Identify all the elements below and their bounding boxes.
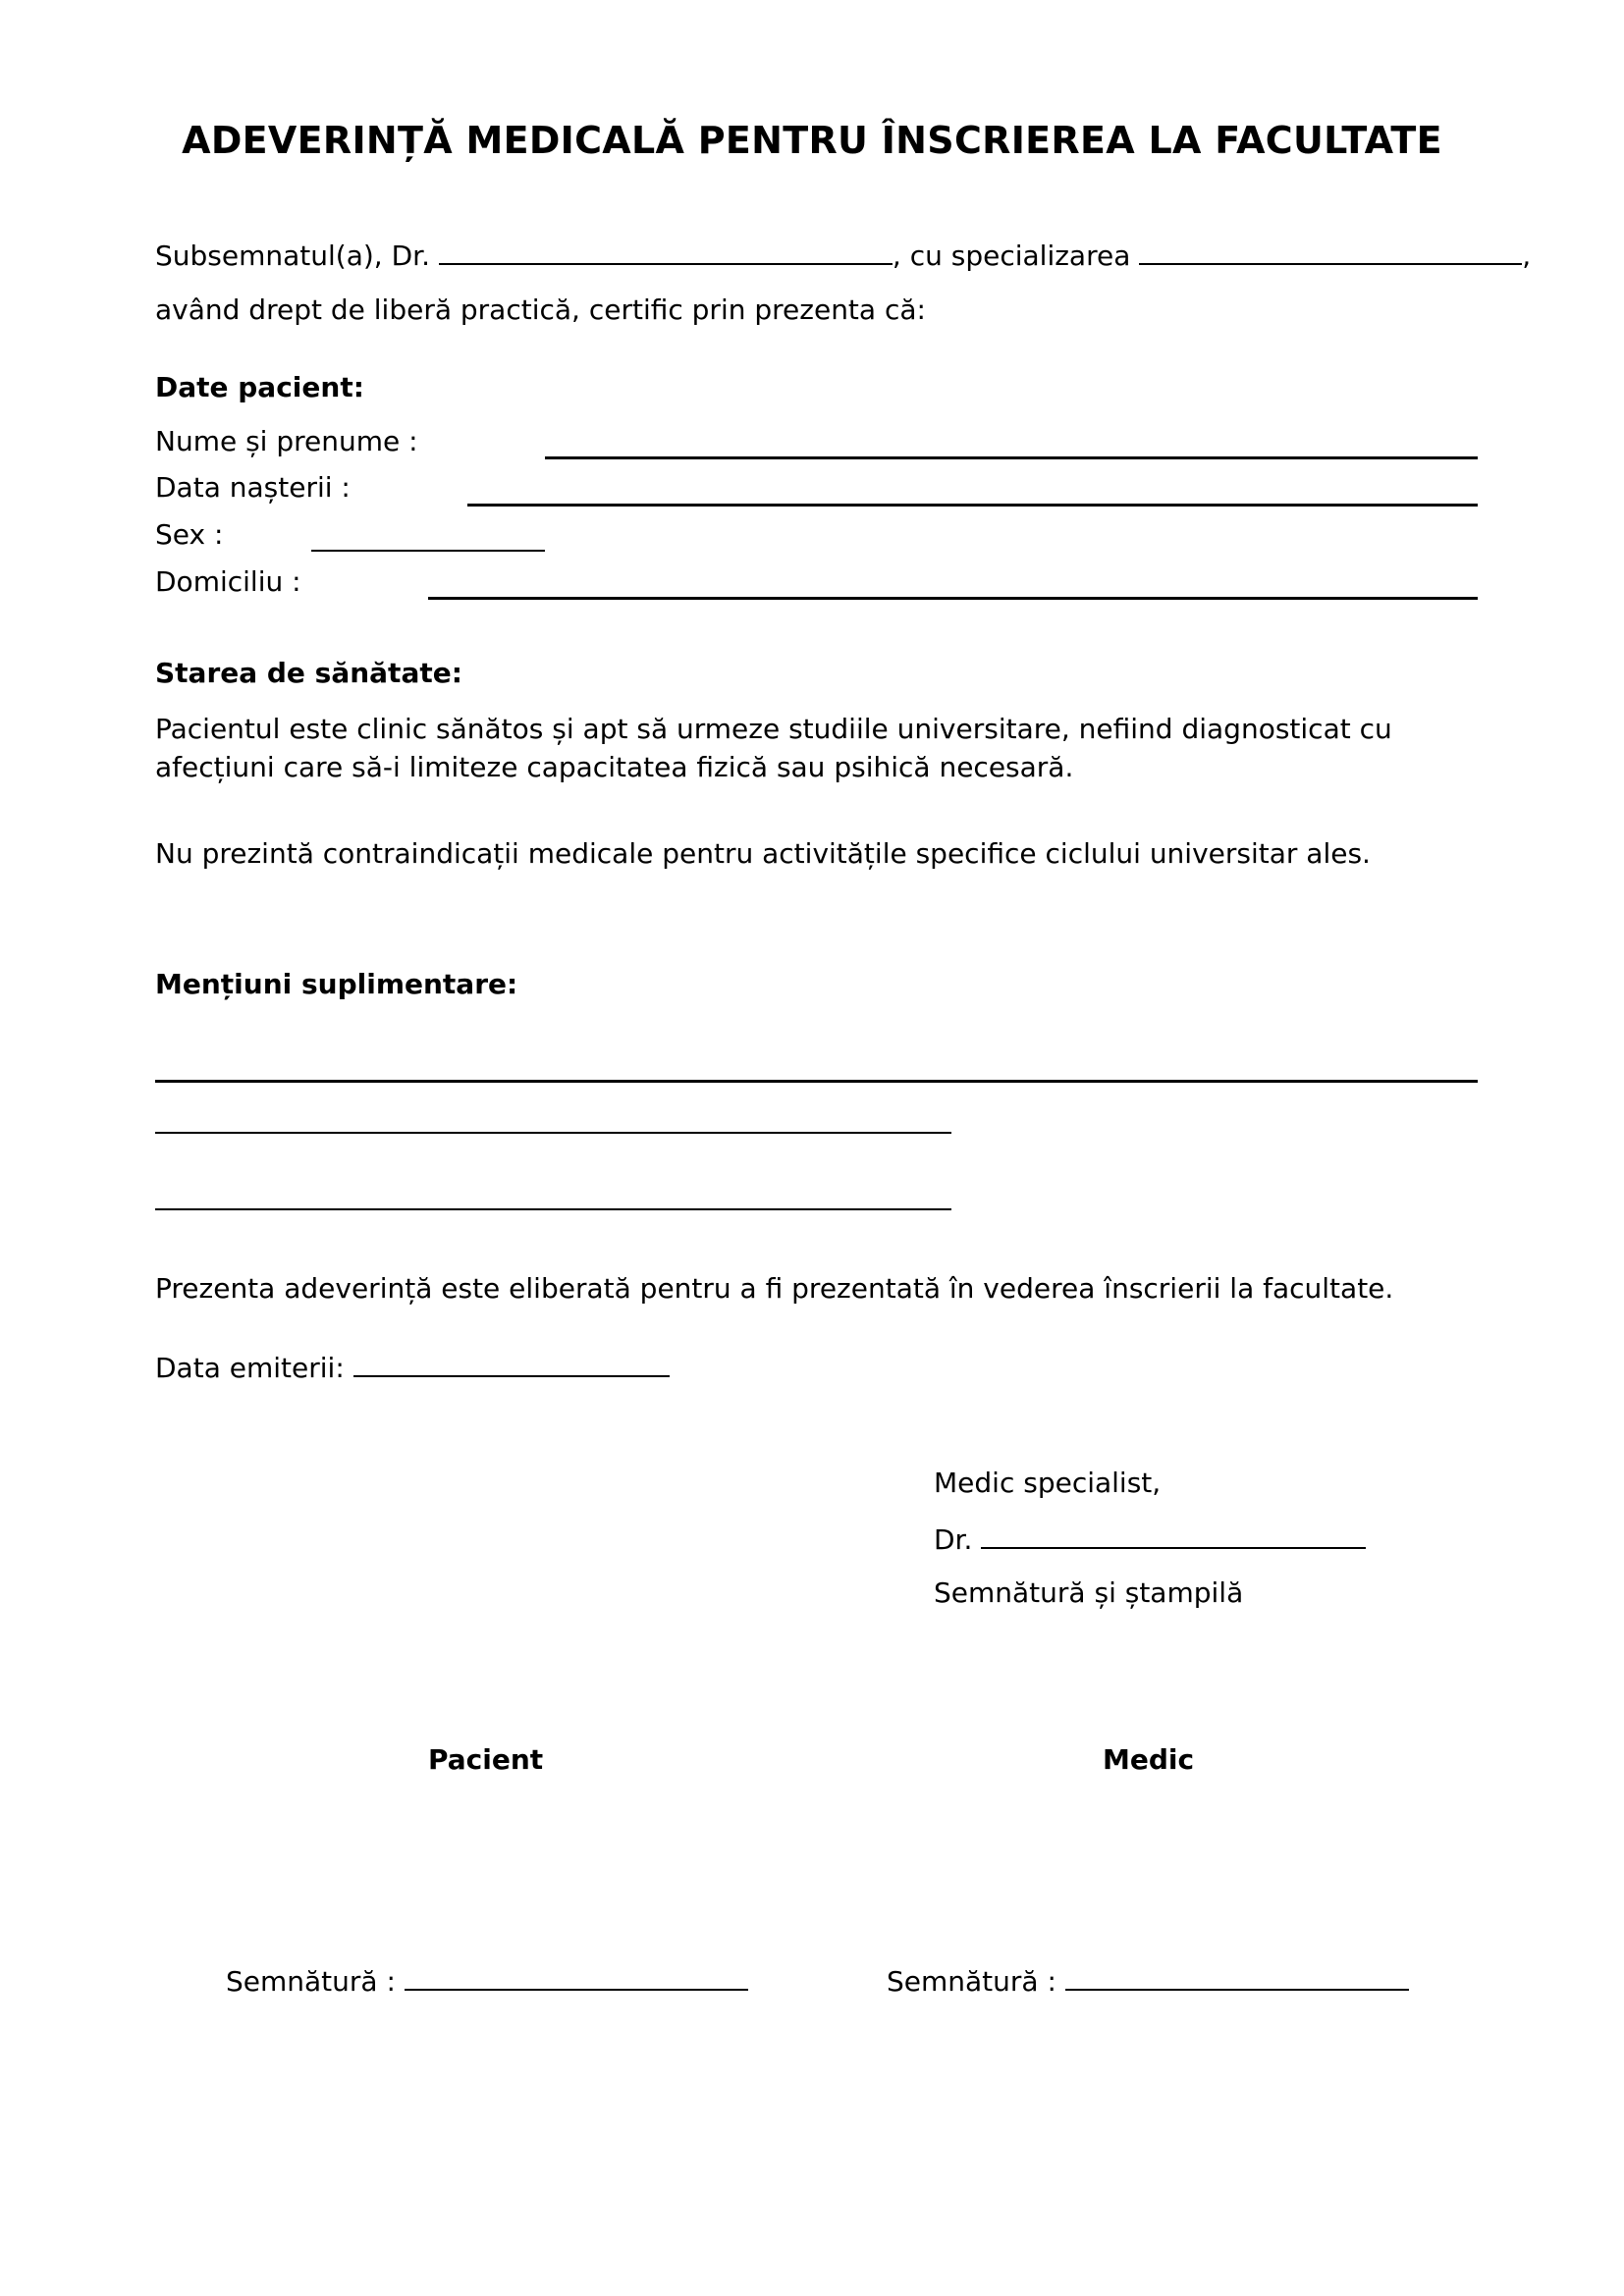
intro-middle: , cu specializarea (892, 240, 1131, 272)
health-section-heading: Starea de sănătate: (155, 657, 462, 689)
doctor-signature-heading: Medic (1103, 1743, 1195, 1776)
patient-signature-row (226, 1963, 748, 1999)
intro-line-1 (155, 238, 1531, 273)
purpose-text: Prezenta adeverință este eliberată pentru a fi prezentată în vederea înscrierii la facultate. (155, 1272, 1394, 1305)
patient-signature-blank[interactable] (405, 1963, 748, 1991)
patient-name-label: Nume și prenume : (155, 425, 418, 457)
issue-date-blank[interactable] (353, 1350, 670, 1377)
doctor-sign-stamp-label: Semnătură și ștampilă (934, 1576, 1244, 1609)
health-paragraph-1-line-2: afecțiuni care să-i limiteze capacitatea fizică sau psihică necesară. (155, 751, 1074, 783)
doctor-title: Medic specialist, (934, 1467, 1162, 1499)
patient-sex-label: Sex : (155, 518, 224, 551)
remarks-line-1[interactable] (155, 1080, 1478, 1083)
patient-signature-heading: Pacient (428, 1743, 544, 1776)
patient-signature-label: Semnătură : (226, 1965, 396, 1998)
intro-suffix: , (1522, 240, 1532, 272)
health-paragraph-1-line-1: Pacientul este clinic sănătos și apt să urmeze studiile universitare, nefiind diagnosticat cu (155, 713, 1392, 745)
issue-date-label: Data emiterii: (155, 1352, 345, 1384)
specialization-blank[interactable] (1139, 238, 1522, 265)
document-title: ADEVERINȚĂ MEDICALĂ PENTRU ÎNSCRIEREA LA FACULTATE (182, 119, 1442, 162)
doctor-dr-label: Dr. (934, 1523, 973, 1556)
patient-name-field[interactable] (545, 456, 1478, 459)
patient-sex-field[interactable] (311, 550, 545, 552)
patient-address-label: Domiciliu : (155, 565, 301, 598)
remarks-section-heading: Mențiuni suplimentare: (155, 968, 518, 1000)
patient-address-field[interactable] (428, 597, 1478, 600)
doctor-signature-name-blank[interactable] (981, 1522, 1366, 1549)
remarks-line-3[interactable] (155, 1208, 951, 1210)
doctor-name-row (934, 1522, 1366, 1557)
health-paragraph-2: Nu prezintă contraindicații medicale pentru activitățile specifice ciclului universitar ales. (155, 837, 1371, 870)
patient-birth-label: Data nașterii : (155, 471, 351, 504)
patient-birth-field[interactable] (467, 504, 1478, 507)
remarks-line-2[interactable] (155, 1132, 951, 1134)
intro-prefix: Subsemnatul(a), Dr. (155, 240, 430, 272)
issue-date-row (155, 1350, 670, 1385)
doctor-signature-label: Semnătură : (887, 1965, 1056, 1998)
intro-line-2: având drept de liberă practică, certific prin prezenta că: (155, 294, 926, 326)
doctor-signature-row (887, 1963, 1409, 1999)
patient-section-heading: Date pacient: (155, 371, 364, 403)
doctor-name-blank[interactable] (439, 238, 893, 265)
doctor-signature-blank[interactable] (1065, 1963, 1409, 1991)
